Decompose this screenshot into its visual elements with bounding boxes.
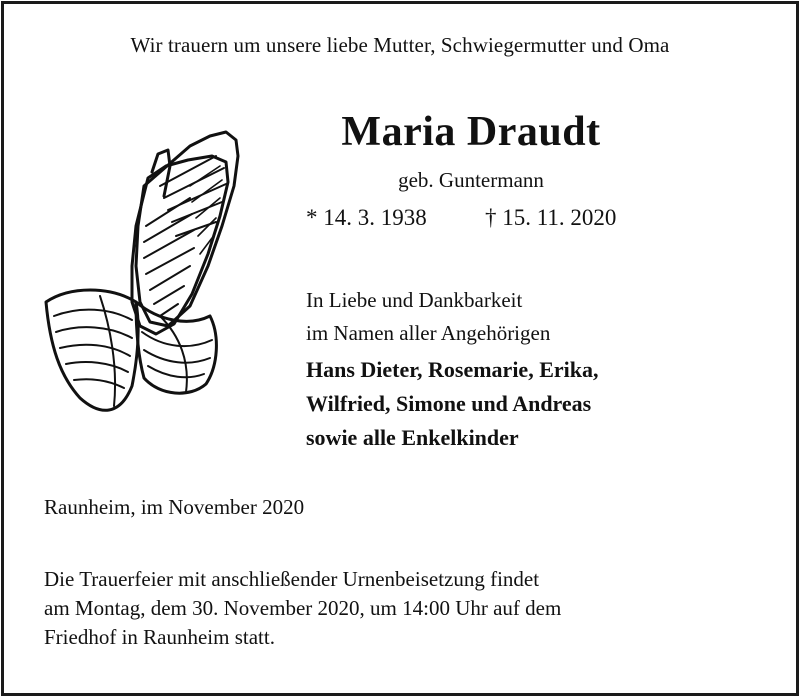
- ceremony-line: Friedhof in Raunheim statt.: [44, 625, 275, 649]
- deceased-name: Maria Draudt: [341, 109, 601, 155]
- notice-intro: Wir trauern um unsere liebe Mutter, Schwiegermutter und Oma: [130, 33, 670, 57]
- ceremony-line: am Montag, dem 30. November 2020, um 14:00 Uhr auf dem: [44, 596, 562, 620]
- dedication-block: [306, 284, 550, 350]
- praying-hands-icon: [40, 126, 250, 421]
- dedication-line: im Namen aller Angehörigen: [306, 321, 551, 345]
- mourners-line: Hans Dieter, Rosemarie, Erika,: [306, 357, 599, 382]
- ceremony-line: Die Trauerfeier mit anschließender Urnenbeisetzung findet: [44, 567, 540, 591]
- birth-date: * 14. 3. 1938: [306, 205, 427, 230]
- birth-name: geb. Guntermann: [398, 168, 544, 192]
- place-date: Raunheim, im November 2020: [44, 495, 305, 519]
- mourners-block: [306, 353, 598, 455]
- ceremony-info: [44, 565, 561, 652]
- mourners-line: Wilfried, Simone und Andreas: [306, 391, 592, 416]
- mourners-line: sowie alle Enkelkinder: [306, 425, 519, 450]
- dedication-line: In Liebe und Dankbarkeit: [306, 288, 523, 312]
- death-date: † 15. 11. 2020: [485, 205, 617, 230]
